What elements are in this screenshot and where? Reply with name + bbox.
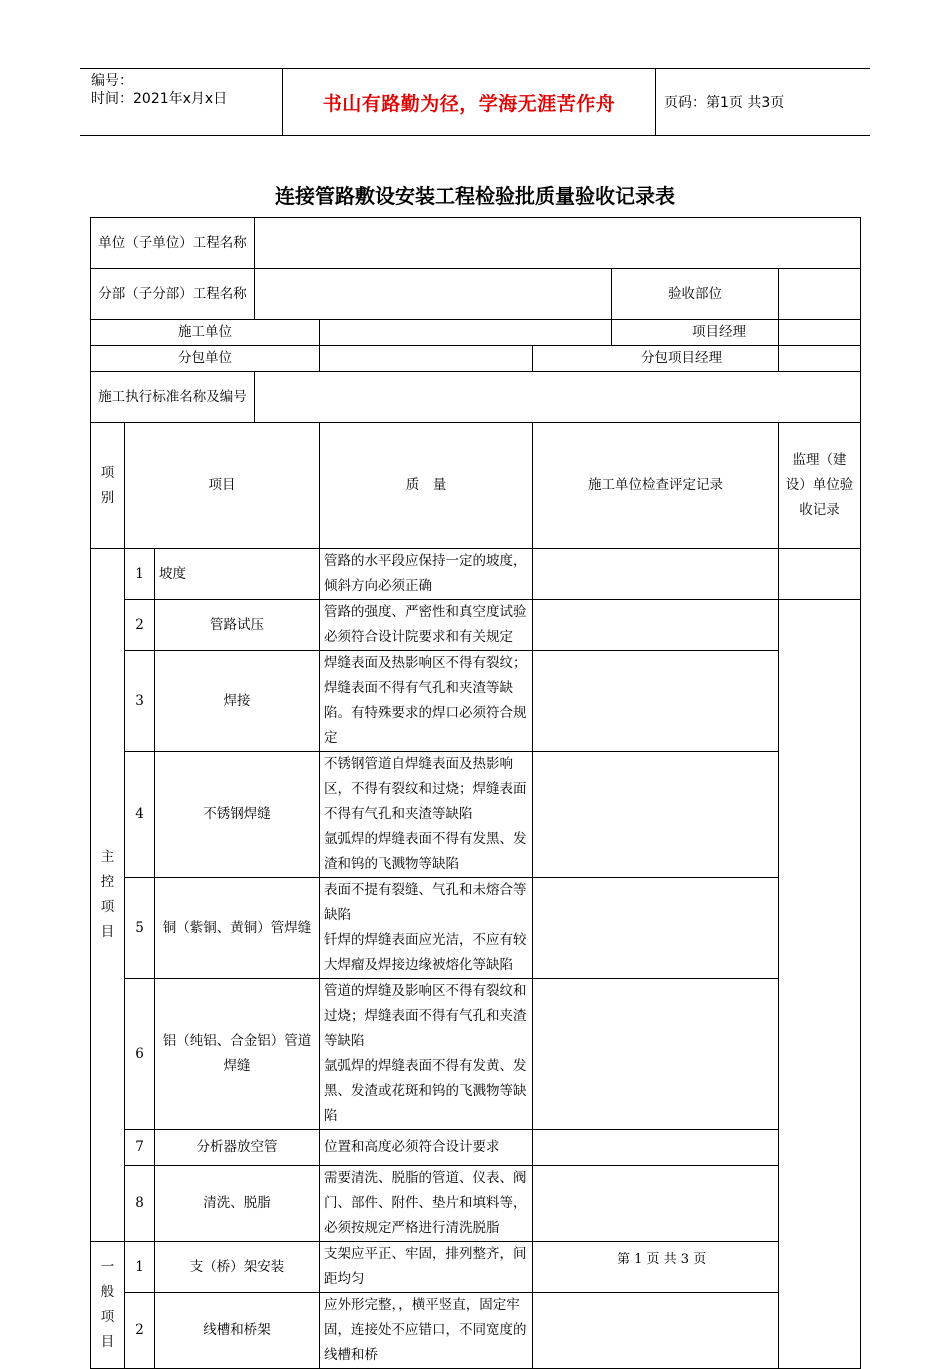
main-row-5-item: 铜（紫铜、黄铜）管焊缝	[155, 878, 320, 979]
main-row-8-item: 清洗、脱脂	[155, 1166, 320, 1242]
subcontractor-value[interactable]	[320, 346, 533, 372]
general-row-2-item: 线槽和桥架	[155, 1293, 320, 1369]
record-table	[90, 217, 861, 1369]
main-row-8-no: 8	[125, 1166, 155, 1242]
document-number-label: 编号：	[91, 73, 133, 89]
main-row-2-quality: 管路的强度、严密性和真空度试验必须符合设计院要求和有关规定	[320, 600, 533, 651]
column-header-item: 项目	[125, 423, 320, 549]
main-row-4-construction-record[interactable]	[533, 752, 779, 878]
sub-project-label: 分部（子分部）工程名称	[91, 269, 255, 320]
main-row-3-construction-record[interactable]	[533, 651, 779, 752]
sub-project-manager-label: 分包项目经理	[533, 346, 779, 372]
column-header-supervision-record: 监理（建设）单位验收记录	[779, 423, 861, 549]
general-row-1-quality: 支架应平正、牢固，排列整齐，间距均匀	[320, 1242, 533, 1293]
header-divider-right	[655, 68, 656, 136]
main-row-6-item: 铝（纯铝、合金铝）管道焊缝	[155, 979, 320, 1130]
column-header-quality: 质 量	[320, 423, 533, 549]
main-row-2-construction-record[interactable]	[533, 600, 779, 651]
project-manager-label: 项目经理	[612, 320, 779, 346]
construction-unit-value[interactable]	[320, 320, 612, 346]
page-title: 连接管路敷设安装工程检验批质量验收记录表	[275, 184, 675, 208]
general-row-2-quality: 应外形完整，，横平竖直，固定牢固，连接处不应错口，不同宽度的线槽和桥	[320, 1293, 533, 1369]
standard-label: 施工执行标准名称及编号	[91, 372, 255, 423]
header-motto: 书山有路勤为径，学海无涯苦作舟	[322, 92, 616, 115]
general-items-label: 一般项目	[91, 1242, 125, 1369]
main-row-5-no: 5	[125, 878, 155, 979]
main-row-5-quality: 表面不提有裂缝、气孔和未熔合等缺陷 钎焊的焊缝表面应光洁，不应有较大焊瘤及焊接边缘被熔化等缺陷	[320, 878, 533, 979]
header-page-info: 页码：第1页 共3页	[664, 95, 785, 111]
main-control-label: 主控项目	[91, 549, 125, 1242]
document-date: 时间：2021年x月x日	[91, 91, 228, 107]
main-row-1-item: 坡度	[155, 549, 320, 600]
main-row-8-quality: 需要清洗、脱脂的管道、仪表、阀门、部件、附件、垫片和填料等，必须按规定严格进行清洗脱脂	[320, 1166, 533, 1242]
unit-project-value[interactable]	[255, 218, 861, 269]
standard-value[interactable]	[255, 372, 861, 423]
acceptance-part-value[interactable]	[779, 269, 861, 320]
sub-project-manager-value[interactable]	[779, 346, 861, 372]
main-row-6-construction-record[interactable]	[533, 979, 779, 1130]
main-row-3-quality: 焊缝表面及热影响区不得有裂纹；焊缝表面不得有气孔和夹渣等缺陷。有特殊要求的焊口必须符合规定	[320, 651, 533, 752]
main-row-4-no: 4	[125, 752, 155, 878]
sub-project-value[interactable]	[255, 269, 612, 320]
column-header-construction-record: 施工单位检查评定记录	[533, 423, 779, 549]
main-row-1-supervision-record[interactable]	[779, 549, 861, 600]
page-footer: 第 1 页 共 3 页	[617, 1252, 707, 1267]
acceptance-part-label: 验收部位	[612, 269, 779, 320]
main-row-6-no: 6	[125, 979, 155, 1130]
main-row-3-no: 3	[125, 651, 155, 752]
main-row-7-quality: 位置和高度必须符合设计要求	[320, 1130, 533, 1166]
main-row-7-no: 7	[125, 1130, 155, 1166]
project-manager-value[interactable]	[779, 320, 861, 346]
unit-project-label: 单位（子单位）工程名称	[91, 218, 255, 269]
supervision-record-merged[interactable]	[779, 600, 861, 1369]
main-row-1-construction-record[interactable]	[533, 549, 779, 600]
main-row-8-construction-record[interactable]	[533, 1166, 779, 1242]
main-row-2-no: 2	[125, 600, 155, 651]
general-row-1-no: 1	[125, 1242, 155, 1293]
main-row-7-item: 分析器放空管	[155, 1130, 320, 1166]
main-row-7-construction-record[interactable]	[533, 1130, 779, 1166]
main-row-1-no: 1	[125, 549, 155, 600]
construction-unit-label: 施工单位	[91, 320, 320, 346]
main-row-1-quality: 管路的水平段应保持一定的坡度，倾斜方向必须正确	[320, 549, 533, 600]
main-row-5-construction-record[interactable]	[533, 878, 779, 979]
main-row-6-quality: 管道的焊缝及影响区不得有裂纹和过烧；焊缝表面不得有气孔和夹渣等缺陷 氩弧焊的焊缝表面不得有发黄、发黑、发渣或花斑和钨的飞溅物等缺陷	[320, 979, 533, 1130]
main-row-2-item: 管路试压	[155, 600, 320, 651]
main-row-4-item: 不锈钢焊缝	[155, 752, 320, 878]
general-row-2-construction-record[interactable]	[533, 1293, 779, 1369]
general-row-1-item: 支（桥）架安装	[155, 1242, 320, 1293]
column-header-category: 项别	[91, 423, 125, 549]
general-row-2-no: 2	[125, 1293, 155, 1369]
main-row-3-item: 焊接	[155, 651, 320, 752]
subcontractor-label: 分包单位	[91, 346, 320, 372]
main-row-4-quality: 不锈钢管道自焊缝表面及热影响区，不得有裂纹和过烧；焊缝表面不得有气孔和夹渣等缺陷 氩弧焊的焊缝表面不得有发黑、发渣和钨的飞溅物等缺陷	[320, 752, 533, 878]
